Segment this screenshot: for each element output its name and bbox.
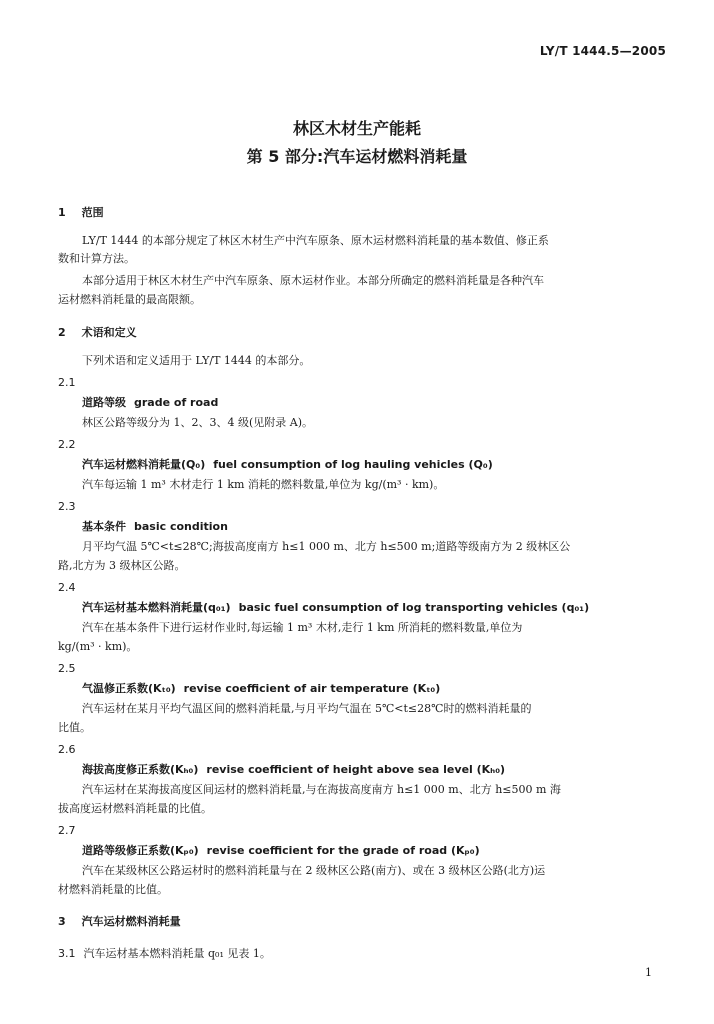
term-heading [82,844,480,858]
clause-number: 2.6 [58,743,76,756]
definition-line: 汽车在基本条件下进行运材作业时,每运输 1 m³ 木材,走行 1 km 所消耗的燃料数量,单位为 [82,621,523,634]
term-en: grade of road [134,396,219,409]
section-title: 术语和定义 [81,326,137,339]
clause-number: 2.3 [58,500,76,513]
term-en: basic condition [134,520,228,533]
term-heading [82,520,228,534]
section-number: 1 [58,206,66,219]
definition-line: 汽车在某级林区公路运材时的燃料消耗量与在 2 级林区公路(南方)、或在 3 级林区公路(北方)运 [82,864,546,877]
term-en: revise coefficient of height above sea level (Kₕ₀) [206,763,506,776]
term-heading [82,396,218,410]
clause-3-1 [58,947,271,961]
definition-line: 汽车运材在某月平均气温区间的燃料消耗量,与月平均气温在 5℃<t≤28℃时的燃料消耗量的 [82,702,532,715]
definition-line: 路,北方为 3 级林区公路。 [58,559,186,572]
clause-number: 2.7 [58,824,76,837]
term-heading [82,763,505,777]
section-title: 范围 [81,206,104,219]
term-cn: 海拔高度修正系数(Kₕ₀) [82,763,199,776]
term-en: revise coefficient of air temperature (Kₜ₀) [183,682,441,695]
definition-line: 月平均气温 5℃<t≤28℃;海拔高度南方 h≤1 000 m、北方 h≤500 m;道路等级南方为 2 级林区公 [82,540,571,553]
definition-line: 汽车每运输 1 m³ 木材走行 1 km 消耗的燃料数量,单位为 kg/(m³ · km)。 [82,478,445,491]
term-cn: 汽车运材基本燃料消耗量(q₀₁) [82,601,231,614]
paragraph-line: 运材燃料消耗量的最高限额。 [58,293,201,306]
paragraph-line: 下列术语和定义适用于 LY/T 1444 的本部分。 [82,354,311,367]
term-en: basic fuel consumption of log transporting vehicles (q₀₁) [238,601,590,614]
document-title: 林区木材生产能耗 [292,119,421,138]
section-2-heading [58,326,137,340]
standard-code: LY/T 1444.5—2005 [539,44,666,58]
term-cn: 道路等级 [82,396,126,409]
paragraph-line: LY/T 1444 的本部分规定了林区木材生产中汽车原条、原木运材燃料消耗量的基本数值、修正系 [82,234,549,247]
clause-number: 2.4 [58,581,76,594]
clause-number: 2.2 [58,438,76,451]
paragraph-line: 本部分适用于林区木材生产中汽车原条、原木运材作业。本部分所确定的燃料消耗量是各种汽车 [82,274,544,287]
section-title: 汽车运材燃料消耗量 [81,915,181,928]
term-cn: 汽车运材燃料消耗量(Q₀) [82,458,206,471]
definition-line: 比值。 [58,721,91,734]
section-3-heading [58,915,181,929]
definition-line: 林区公路等级分为 1、2、3、4 级(见附录 A)。 [82,416,314,429]
section-number: 3 [58,915,66,928]
term-cn: 气温修正系数(Kₜ₀) [82,682,176,695]
document-subtitle: 第 5 部分:汽车运材燃料消耗量 [246,147,468,166]
clause-number: 3.1 [58,947,76,960]
term-en: fuel consumption of log hauling vehicles (Q₀) [213,458,493,471]
section-number: 2 [58,326,66,339]
term-heading [82,682,440,696]
section-1-heading [58,206,104,220]
term-cn: 道路等级修正系数(Kₚ₀) [82,844,199,857]
definition-line: 拔高度运材燃料消耗量的比值。 [58,802,212,815]
definition-line: 汽车运材在某海拔高度区间运材的燃料消耗量,与在海拔高度南方 h≤1 000 m、北方 h≤500 m 海 [82,783,561,796]
definition-line: kg/(m³ · km)。 [58,640,138,653]
term-en: revise coefficient for the grade of road (Kₚ₀) [206,844,480,857]
definition-line: 材燃料消耗量的比值。 [58,883,168,896]
page-number: 1 [645,966,652,979]
clause-number: 2.5 [58,662,76,675]
term-heading [82,458,493,472]
term-heading [82,601,589,615]
clause-number: 2.1 [58,376,76,389]
clause-text: 汽车运材基本燃料消耗量 q₀₁ 见表 1。 [83,947,271,960]
paragraph-line: 数和计算方法。 [58,252,135,265]
term-cn: 基本条件 [82,520,126,533]
